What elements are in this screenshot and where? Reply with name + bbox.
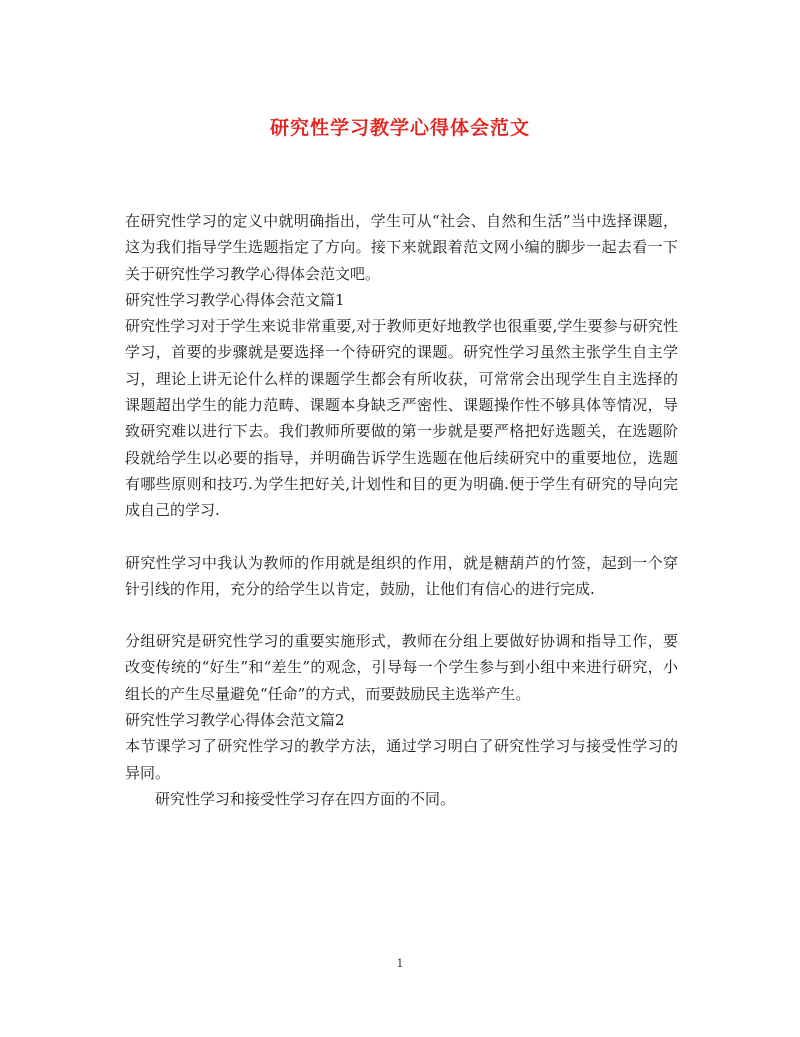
page-number: 1	[396, 957, 404, 970]
section-heading-2: 研究性学习教学心得体会范文篇2	[125, 711, 345, 730]
intro-paragraph: 在研究性学习的定义中就明确指出，学生可从“社会、自然和生活”当中选择课题，这为我们指导学生选题指定了方向。接下来就跟着范文网小编的脚步一起去看一下关于研究性学习教学心得体会范文吧。	[125, 212, 678, 283]
document-title: 研究性学习教学心得体会范文	[269, 117, 530, 139]
section-heading-1: 研究性学习教学心得体会范文篇1	[125, 290, 345, 309]
paragraph-4: 本节课学习了研究性学习的教学方法，通过学习明白了研究性学习与接受性学习的异同。	[125, 737, 678, 782]
paragraph-5: 研究性学习和接受性学习存在四方面的不同。	[155, 789, 456, 808]
paragraph-spacer	[125, 524, 678, 550]
document-body	[125, 208, 678, 812]
paragraph-3: 分组研究是研究性学习的重要实施形式，教师在分组上要做好协调和指导工作，要改变传统的“好生”和“差生”的观念，引导每一个学生参与到小组中来进行研究，小组长的产生尽量避免“任命”的方式，而要鼓励民主选举产生。	[125, 632, 678, 703]
paragraph-spacer	[125, 602, 678, 628]
paragraph-2: 研究性学习中我认为教师的作用就是组织的作用，就是糖葫芦的竹签，起到一个穿针引线的作用，充分的给学生以肯定，鼓励，让他们有信心的进行完成.	[125, 553, 678, 598]
paragraph-1: 研究性学习对于学生来说非常重要,对于教师更好地教学也很重要,学生要参与研究性学习，首要的步骤就是要选择一个待研究的课题。研究性学习虽然主张学生自主学习，理论上讲无论什么样的课题学生都会有所收获，可常常会出现学生自主选择的课题超出学生的能力范畴、课题本身缺乏严密性、课题操作性不够具体等情况，导致研究难以进行下去。我们教师所要做的第一步就是要严格把好选题关，在选题阶段就给学生以必要的指导，并明确告诉学生选题在他后续研究中的重要地位，选题有哪些原则和技巧.为学生把好关,计划性和目的更为明确.便于学生有研究的导向完成自己的学习.	[125, 317, 678, 520]
